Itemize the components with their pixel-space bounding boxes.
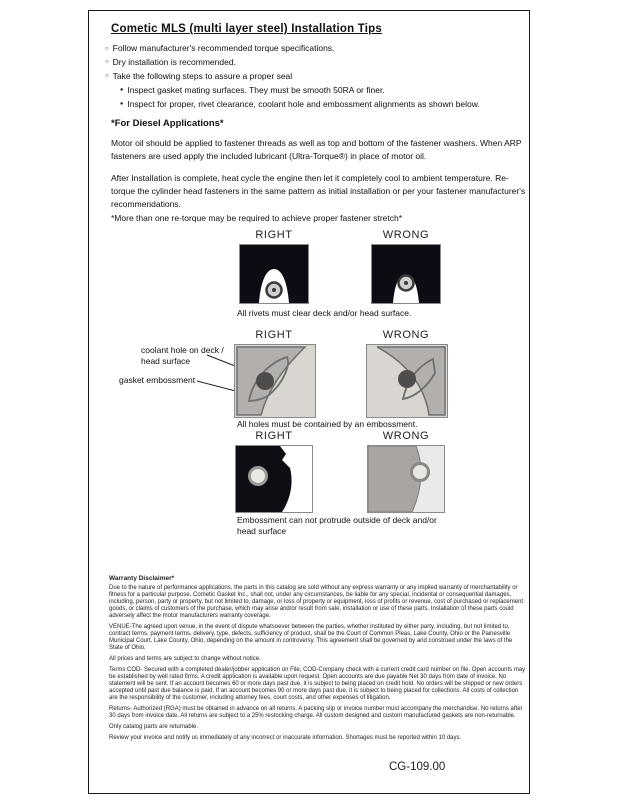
- tip-text: Follow manufacturer's recommended torque specifications.: [112, 43, 335, 53]
- rivets-caption: All rivets must clear deck and/or head surface.: [237, 308, 412, 318]
- warranty-paragraph: Due to the nature of performance applications, the parts in this catalog are sold without any express warranty or any implied warranty of merchantability or fitness for a particular purpose. Cometic Gasket Inc., shall not, under any circumstances, be liable for any special, incidental or consequential damages, including, person, party or property, but not limited to, damage, or loss of property or equipment, loss of profits or revenue, cost of purchased or replacement goods, or claims of customers of the purchase, which may arise and/or result from sale, installation or use of these parts. Installation of these parts could adversely affect the motor manufacturers warranty coverage.: [109, 585, 524, 619]
- embossment-caption: Embossment can not protrude outside of deck and/or head surface: [237, 515, 437, 536]
- diesel-paragraph-2: After Installation is complete, heat cycle the engine then let it completely cool to ambient temperature. Re-torque the cylinder head fasteners in the same pattern as initial installation or per your fastener manufacturer's recommendations.: [111, 173, 526, 209]
- hollow-bullet-icon: ○: [105, 45, 109, 52]
- warranty-heading: Warranty Disclaimer*: [109, 575, 175, 582]
- tip-text: Take the following steps to assure a proper seal: [112, 70, 293, 81]
- warranty-paragraph: Returns- Authorized (RGA) must be obtained in advance on all returns. A packing slip or invoice number must accompany the merchandise. No returns after 30 days from invoice date. All returns are subject to a 25% restocking charge. All custom designed and custom manufactured gaskets are non-returnable.: [109, 706, 523, 719]
- wrong-column: [366, 329, 446, 418]
- tip-text: Inspect gasket mating surfaces. They must be smooth 50RA or finer.: [127, 84, 385, 95]
- solid-bullet-icon: ●: [120, 101, 124, 108]
- right-column: [234, 229, 314, 304]
- warranty-paragraph: All prices and terms are subject to change without notice.: [109, 656, 261, 662]
- wrong-header: WRONG: [382, 329, 430, 341]
- solid-bullet-icon: ●: [120, 87, 124, 94]
- hollow-bullet-icon: ○: [105, 59, 109, 66]
- rivet-wrong-diagram: [371, 244, 441, 304]
- warranty-paragraph: Review your invoice and notify us immediately of any incorrect or inaccurate information. Shortages must be reported within 10 days.: [109, 735, 462, 741]
- wrong-column: [366, 229, 446, 304]
- coolant-right-diagram: [234, 344, 316, 418]
- document-number: CG-109.00: [389, 761, 446, 773]
- list-item: [105, 56, 515, 70]
- embossment-wrong-diagram: [367, 445, 445, 513]
- hollow-bullet-icon: ○: [105, 73, 109, 80]
- right-column: [234, 430, 314, 513]
- rivet-right-diagram: [239, 244, 309, 304]
- gasket-embossment-label: gasket embossment: [119, 375, 196, 385]
- list-item: [120, 84, 515, 98]
- list-item: [120, 98, 515, 112]
- right-column: [234, 329, 314, 418]
- diagram-row-rivets: [234, 229, 446, 304]
- diesel-applications-heading: *For Diesel Applications*: [111, 118, 224, 129]
- tip-text: Inspect for proper, rivet clearance, coolant hole and embossment alignments as shown below.: [127, 98, 480, 109]
- retorque-note: *More than one re-torque may be required to achieve proper fastener stretch*: [111, 213, 403, 223]
- list-item: [105, 42, 515, 56]
- diagram-row-embossment: [234, 430, 446, 513]
- diagram-row-holes: [234, 329, 446, 418]
- embossment-right-diagram: [235, 445, 313, 513]
- page-title: Cometic MLS (multi layer steel) Installation Tips: [111, 23, 382, 35]
- wrong-column: [366, 430, 446, 513]
- tips-list: [105, 42, 515, 112]
- warranty-paragraph: Only catalog parts are returnable.: [109, 724, 199, 730]
- right-header: RIGHT: [255, 329, 293, 341]
- document-page: [88, 10, 530, 794]
- wrong-header: WRONG: [382, 430, 430, 442]
- diesel-paragraph-1: Motor oil should be applied to fastener threads as well as top and bottom of the fastener washers. When ARP fasteners are used apply the included lubricant (Ultra-Torque®) in place of motor oil.: [111, 138, 522, 161]
- list-item: [105, 70, 515, 84]
- tip-text: Dry installation is recommended.: [112, 56, 236, 67]
- coolant-wrong-diagram: [366, 344, 448, 418]
- warranty-paragraph: VENUE-The agreed upon venue, in the event of dispute whatsoever between the parties, whether instituted by either party, including, but not limited to, contract terms, payment terms, delivery, type, defects, sufficiency of product, shall be the Court of Common Pleas, Lake County, Ohio or the Painesville Municipal Court, Lake County, Ohio, depending on the amount in controversy. This agreement shall be governed by and construed under the laws of the State of Ohio.: [109, 624, 513, 651]
- wrong-header: WRONG: [382, 229, 430, 241]
- coolant-hole-label: coolant hole on deck / head surface: [141, 345, 224, 366]
- warranty-section: [109, 575, 527, 746]
- right-header: RIGHT: [255, 229, 293, 241]
- right-header: RIGHT: [255, 430, 293, 442]
- holes-caption: All holes must be contained by an embossment.: [237, 419, 418, 429]
- warranty-paragraph: Terms COD- Secured with a completed dealer/jobber application on File, COD-Company check with a current credit card number on file. Open accounts may be established by well rated firms. A credit application is available upon request. Open accounts are due payable Net 30 days from date of invoice. No statement will be sent. If an account becomes 60 or more days past due, it is subject to being placed on credit hold. No orders will be shipped or new orders accepted until past due balance is paid. If an account becomes 90 or more days past due, it is subject to being placed for collections. All costs of collection are the responsibility of the customer, including attorney fees, court costs, and other expenses of litigation.: [109, 667, 526, 701]
